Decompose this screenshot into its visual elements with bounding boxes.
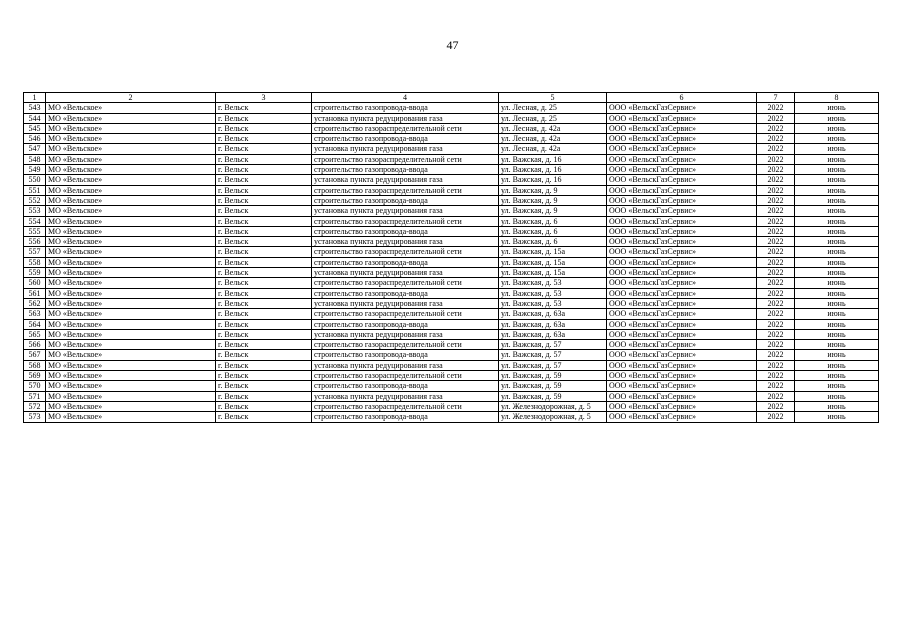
year-cell: 2022 <box>757 226 795 236</box>
month-cell: июнь <box>795 154 879 164</box>
municipality-cell: МО «Вельское» <box>46 340 216 350</box>
month-cell: июнь <box>795 165 879 175</box>
work-type-cell: строительство газопровода-ввода <box>312 350 499 360</box>
table-row <box>24 278 879 288</box>
column-header: 3 <box>216 93 312 103</box>
row-number: 550 <box>24 175 46 185</box>
year-cell: 2022 <box>757 309 795 319</box>
month-cell: июнь <box>795 195 879 205</box>
city-cell: г. Вельск <box>216 350 312 360</box>
municipality-cell: МО «Вельское» <box>46 381 216 391</box>
table-row <box>24 123 879 133</box>
row-number: 562 <box>24 298 46 308</box>
address-cell: ул. Важская, д. 6 <box>499 226 607 236</box>
year-cell: 2022 <box>757 371 795 381</box>
work-type-cell: строительство газораспределительной сети <box>312 340 499 350</box>
year-cell: 2022 <box>757 268 795 278</box>
row-number: 556 <box>24 237 46 247</box>
address-cell: ул. Важская, д. 57 <box>499 340 607 350</box>
address-cell: ул. Важская, д. 16 <box>499 154 607 164</box>
address-cell: ул. Важская, д. 15а <box>499 247 607 257</box>
work-type-cell: строительство газораспределительной сети <box>312 371 499 381</box>
organization-cell: ООО «ВельскГазСервис» <box>607 113 757 123</box>
city-cell: г. Вельск <box>216 360 312 370</box>
organization-cell: ООО «ВельскГазСервис» <box>607 329 757 339</box>
municipality-cell: МО «Вельское» <box>46 268 216 278</box>
row-number: 547 <box>24 144 46 154</box>
column-header: 4 <box>312 93 499 103</box>
table-row <box>24 401 879 411</box>
table-row <box>24 103 879 113</box>
table-row <box>24 165 879 175</box>
year-cell: 2022 <box>757 113 795 123</box>
organization-cell: ООО «ВельскГазСервис» <box>607 226 757 236</box>
month-cell: июнь <box>795 298 879 308</box>
organization-cell: ООО «ВельскГазСервис» <box>607 309 757 319</box>
municipality-cell: МО «Вельское» <box>46 309 216 319</box>
municipality-cell: МО «Вельское» <box>46 226 216 236</box>
city-cell: г. Вельск <box>216 268 312 278</box>
work-type-cell: установка пункта редуцирования газа <box>312 329 499 339</box>
month-cell: июнь <box>795 309 879 319</box>
municipality-cell: МО «Вельское» <box>46 113 216 123</box>
year-cell: 2022 <box>757 237 795 247</box>
city-cell: г. Вельск <box>216 298 312 308</box>
organization-cell: ООО «ВельскГазСервис» <box>607 278 757 288</box>
work-type-cell: установка пункта редуцирования газа <box>312 268 499 278</box>
column-header: 2 <box>46 93 216 103</box>
year-cell: 2022 <box>757 144 795 154</box>
month-cell: июнь <box>795 381 879 391</box>
row-number: 568 <box>24 360 46 370</box>
month-cell: июнь <box>795 134 879 144</box>
row-number: 559 <box>24 268 46 278</box>
month-cell: июнь <box>795 268 879 278</box>
month-cell: июнь <box>795 288 879 298</box>
table-row <box>24 391 879 401</box>
city-cell: г. Вельск <box>216 340 312 350</box>
work-type-cell: строительство газораспределительной сети <box>312 309 499 319</box>
organization-cell: ООО «ВельскГазСервис» <box>607 144 757 154</box>
work-type-cell: строительство газораспределительной сети <box>312 278 499 288</box>
table-row <box>24 340 879 350</box>
year-cell: 2022 <box>757 134 795 144</box>
work-type-cell: строительство газораспределительной сети <box>312 123 499 133</box>
year-cell: 2022 <box>757 165 795 175</box>
row-number: 572 <box>24 401 46 411</box>
year-cell: 2022 <box>757 298 795 308</box>
address-cell: ул. Важская, д. 53 <box>499 298 607 308</box>
column-header: 1 <box>24 93 46 103</box>
organization-cell: ООО «ВельскГазСервис» <box>607 134 757 144</box>
work-type-cell: строительство газораспределительной сети <box>312 247 499 257</box>
table-row <box>24 226 879 236</box>
municipality-cell: МО «Вельское» <box>46 123 216 133</box>
month-cell: июнь <box>795 226 879 236</box>
table-row <box>24 298 879 308</box>
year-cell: 2022 <box>757 412 795 422</box>
month-cell: июнь <box>795 319 879 329</box>
address-cell: ул. Лесная, д. 25 <box>499 103 607 113</box>
address-cell: ул. Важская, д. 63а <box>499 309 607 319</box>
year-cell: 2022 <box>757 206 795 216</box>
year-cell: 2022 <box>757 195 795 205</box>
address-cell: ул. Важская, д. 53 <box>499 278 607 288</box>
year-cell: 2022 <box>757 401 795 411</box>
month-cell: июнь <box>795 257 879 267</box>
month-cell: июнь <box>795 278 879 288</box>
work-type-cell: строительство газораспределительной сети <box>312 216 499 226</box>
address-cell: ул. Важская, д. 59 <box>499 391 607 401</box>
address-cell: ул. Важская, д. 9 <box>499 195 607 205</box>
municipality-cell: МО «Вельское» <box>46 257 216 267</box>
month-cell: июнь <box>795 401 879 411</box>
table-row <box>24 216 879 226</box>
organization-cell: ООО «ВельскГазСервис» <box>607 319 757 329</box>
city-cell: г. Вельск <box>216 175 312 185</box>
city-cell: г. Вельск <box>216 329 312 339</box>
row-number: 549 <box>24 165 46 175</box>
address-cell: ул. Важская, д. 9 <box>499 206 607 216</box>
row-number: 564 <box>24 319 46 329</box>
city-cell: г. Вельск <box>216 247 312 257</box>
month-cell: июнь <box>795 185 879 195</box>
organization-cell: ООО «ВельскГазСервис» <box>607 391 757 401</box>
year-cell: 2022 <box>757 391 795 401</box>
city-cell: г. Вельск <box>216 195 312 205</box>
row-number: 567 <box>24 350 46 360</box>
row-number: 548 <box>24 154 46 164</box>
work-type-cell: строительство газопровода-ввода <box>312 288 499 298</box>
month-cell: июнь <box>795 206 879 216</box>
row-number: 553 <box>24 206 46 216</box>
row-number: 571 <box>24 391 46 401</box>
city-cell: г. Вельск <box>216 391 312 401</box>
organization-cell: ООО «ВельскГазСервис» <box>607 206 757 216</box>
row-number: 573 <box>24 412 46 422</box>
row-number: 552 <box>24 195 46 205</box>
work-type-cell: установка пункта редуцирования газа <box>312 206 499 216</box>
table-row <box>24 381 879 391</box>
month-cell: июнь <box>795 371 879 381</box>
address-cell: ул. Важская, д. 59 <box>499 371 607 381</box>
row-number: 563 <box>24 309 46 319</box>
address-cell: ул. Важская, д. 9 <box>499 185 607 195</box>
city-cell: г. Вельск <box>216 134 312 144</box>
municipality-cell: МО «Вельское» <box>46 298 216 308</box>
address-cell: ул. Важская, д. 6 <box>499 237 607 247</box>
city-cell: г. Вельск <box>216 113 312 123</box>
row-number: 546 <box>24 134 46 144</box>
table-row <box>24 154 879 164</box>
month-cell: июнь <box>795 350 879 360</box>
address-cell: ул. Важская, д. 57 <box>499 360 607 370</box>
month-cell: июнь <box>795 360 879 370</box>
municipality-cell: МО «Вельское» <box>46 319 216 329</box>
table-row <box>24 360 879 370</box>
city-cell: г. Вельск <box>216 412 312 422</box>
column-header: 8 <box>795 93 879 103</box>
city-cell: г. Вельск <box>216 237 312 247</box>
table-row <box>24 195 879 205</box>
organization-cell: ООО «ВельскГазСервис» <box>607 401 757 411</box>
work-type-cell: установка пункта редуцирования газа <box>312 113 499 123</box>
organization-cell: ООО «ВельскГазСервис» <box>607 371 757 381</box>
year-cell: 2022 <box>757 288 795 298</box>
municipality-cell: МО «Вельское» <box>46 216 216 226</box>
address-cell: ул. Важская, д. 16 <box>499 165 607 175</box>
month-cell: июнь <box>795 329 879 339</box>
organization-cell: ООО «ВельскГазСервис» <box>607 185 757 195</box>
address-cell: ул. Железнодорожная, д. 5 <box>499 401 607 411</box>
municipality-cell: МО «Вельское» <box>46 371 216 381</box>
city-cell: г. Вельск <box>216 319 312 329</box>
row-number: 551 <box>24 185 46 195</box>
organization-cell: ООО «ВельскГазСервис» <box>607 298 757 308</box>
work-type-cell: строительство газопровода-ввода <box>312 412 499 422</box>
table-row <box>24 329 879 339</box>
month-cell: июнь <box>795 123 879 133</box>
municipality-cell: МО «Вельское» <box>46 412 216 422</box>
row-number: 569 <box>24 371 46 381</box>
table-row <box>24 319 879 329</box>
municipality-cell: МО «Вельское» <box>46 195 216 205</box>
column-header: 7 <box>757 93 795 103</box>
city-cell: г. Вельск <box>216 216 312 226</box>
year-cell: 2022 <box>757 329 795 339</box>
year-cell: 2022 <box>757 360 795 370</box>
municipality-cell: МО «Вельское» <box>46 329 216 339</box>
address-cell: ул. Важская, д. 15а <box>499 268 607 278</box>
row-number: 543 <box>24 103 46 113</box>
municipality-cell: МО «Вельское» <box>46 165 216 175</box>
work-type-cell: строительство газопровода-ввода <box>312 103 499 113</box>
month-cell: июнь <box>795 216 879 226</box>
work-type-cell: строительство газопровода-ввода <box>312 134 499 144</box>
table-row <box>24 268 879 278</box>
month-cell: июнь <box>795 340 879 350</box>
address-cell: ул. Важская, д. 15а <box>499 257 607 267</box>
municipality-cell: МО «Вельское» <box>46 206 216 216</box>
table-row <box>24 144 879 154</box>
organization-cell: ООО «ВельскГазСервис» <box>607 195 757 205</box>
year-cell: 2022 <box>757 154 795 164</box>
address-cell: ул. Важская, д. 59 <box>499 381 607 391</box>
table-row <box>24 113 879 123</box>
year-cell: 2022 <box>757 123 795 133</box>
year-cell: 2022 <box>757 381 795 391</box>
row-number: 558 <box>24 257 46 267</box>
municipality-cell: МО «Вельское» <box>46 134 216 144</box>
city-cell: г. Вельск <box>216 309 312 319</box>
organization-cell: ООО «ВельскГазСервис» <box>607 237 757 247</box>
municipality-cell: МО «Вельское» <box>46 185 216 195</box>
address-cell: ул. Важская, д. 16 <box>499 175 607 185</box>
organization-cell: ООО «ВельскГазСервис» <box>607 350 757 360</box>
municipality-cell: МО «Вельское» <box>46 288 216 298</box>
table-row <box>24 309 879 319</box>
month-cell: июнь <box>795 237 879 247</box>
organization-cell: ООО «ВельскГазСервис» <box>607 154 757 164</box>
municipality-cell: МО «Вельское» <box>46 247 216 257</box>
table-row <box>24 350 879 360</box>
city-cell: г. Вельск <box>216 401 312 411</box>
table-row <box>24 185 879 195</box>
month-cell: июнь <box>795 144 879 154</box>
address-cell: ул. Лесная, д. 42а <box>499 144 607 154</box>
month-cell: июнь <box>795 391 879 401</box>
organization-cell: ООО «ВельскГазСервис» <box>607 123 757 133</box>
table-row <box>24 371 879 381</box>
municipality-cell: МО «Вельское» <box>46 391 216 401</box>
row-number: 565 <box>24 329 46 339</box>
municipality-cell: МО «Вельское» <box>46 175 216 185</box>
month-cell: июнь <box>795 247 879 257</box>
work-type-cell: установка пункта редуцирования газа <box>312 360 499 370</box>
city-cell: г. Вельск <box>216 371 312 381</box>
address-cell: ул. Лесная, д. 42а <box>499 134 607 144</box>
row-number: 555 <box>24 226 46 236</box>
city-cell: г. Вельск <box>216 226 312 236</box>
address-cell: ул. Важская, д. 63а <box>499 329 607 339</box>
city-cell: г. Вельск <box>216 165 312 175</box>
organization-cell: ООО «ВельскГазСервис» <box>607 360 757 370</box>
address-cell: ул. Лесная, д. 42а <box>499 123 607 133</box>
row-number: 560 <box>24 278 46 288</box>
organization-cell: ООО «ВельскГазСервис» <box>607 340 757 350</box>
city-cell: г. Вельск <box>216 278 312 288</box>
column-header: 5 <box>499 93 607 103</box>
column-header: 6 <box>607 93 757 103</box>
row-number: 554 <box>24 216 46 226</box>
row-number: 561 <box>24 288 46 298</box>
municipality-cell: МО «Вельское» <box>46 154 216 164</box>
row-number: 570 <box>24 381 46 391</box>
table-row <box>24 247 879 257</box>
municipality-cell: МО «Вельское» <box>46 237 216 247</box>
city-cell: г. Вельск <box>216 381 312 391</box>
work-type-cell: строительство газораспределительной сети <box>312 154 499 164</box>
municipality-cell: МО «Вельское» <box>46 350 216 360</box>
year-cell: 2022 <box>757 340 795 350</box>
table-row <box>24 206 879 216</box>
address-cell: ул. Железнодорожная, д. 5 <box>499 412 607 422</box>
city-cell: г. Вельск <box>216 144 312 154</box>
municipality-cell: МО «Вельское» <box>46 144 216 154</box>
table-row <box>24 412 879 422</box>
address-cell: ул. Лесная, д. 25 <box>499 113 607 123</box>
month-cell: июнь <box>795 175 879 185</box>
organization-cell: ООО «ВельскГазСервис» <box>607 165 757 175</box>
work-type-cell: строительство газопровода-ввода <box>312 195 499 205</box>
year-cell: 2022 <box>757 175 795 185</box>
work-type-cell: установка пункта редуцирования газа <box>312 391 499 401</box>
table-row <box>24 237 879 247</box>
work-type-cell: строительство газопровода-ввода <box>312 257 499 267</box>
month-cell: июнь <box>795 412 879 422</box>
table-row <box>24 288 879 298</box>
work-type-cell: строительство газораспределительной сети <box>312 401 499 411</box>
city-cell: г. Вельск <box>216 154 312 164</box>
organization-cell: ООО «ВельскГазСервис» <box>607 268 757 278</box>
work-type-cell: установка пункта редуцирования газа <box>312 175 499 185</box>
organization-cell: ООО «ВельскГазСервис» <box>607 412 757 422</box>
address-cell: ул. Важская, д. 6 <box>499 216 607 226</box>
work-type-cell: строительство газопровода-ввода <box>312 381 499 391</box>
month-cell: июнь <box>795 103 879 113</box>
work-type-cell: строительство газопровода-ввода <box>312 165 499 175</box>
table-row <box>24 134 879 144</box>
work-type-cell: строительство газопровода-ввода <box>312 226 499 236</box>
year-cell: 2022 <box>757 319 795 329</box>
municipality-cell: МО «Вельское» <box>46 360 216 370</box>
work-type-cell: установка пункта редуцирования газа <box>312 237 499 247</box>
table-row <box>24 175 879 185</box>
organization-cell: ООО «ВельскГазСервис» <box>607 257 757 267</box>
year-cell: 2022 <box>757 247 795 257</box>
city-cell: г. Вельск <box>216 206 312 216</box>
municipality-cell: МО «Вельское» <box>46 401 216 411</box>
city-cell: г. Вельск <box>216 288 312 298</box>
register-table <box>23 92 879 423</box>
work-type-cell: строительство газораспределительной сети <box>312 185 499 195</box>
work-type-cell: установка пункта редуцирования газа <box>312 298 499 308</box>
organization-cell: ООО «ВельскГазСервис» <box>607 381 757 391</box>
address-cell: ул. Важская, д. 63а <box>499 319 607 329</box>
city-cell: г. Вельск <box>216 103 312 113</box>
organization-cell: ООО «ВельскГазСервис» <box>607 175 757 185</box>
organization-cell: ООО «ВельскГазСервис» <box>607 247 757 257</box>
row-number: 544 <box>24 113 46 123</box>
row-number: 557 <box>24 247 46 257</box>
row-number: 545 <box>24 123 46 133</box>
organization-cell: ООО «ВельскГазСервис» <box>607 103 757 113</box>
row-number: 566 <box>24 340 46 350</box>
city-cell: г. Вельск <box>216 185 312 195</box>
municipality-cell: МО «Вельское» <box>46 103 216 113</box>
year-cell: 2022 <box>757 103 795 113</box>
column-number-row <box>24 93 879 103</box>
year-cell: 2022 <box>757 257 795 267</box>
year-cell: 2022 <box>757 278 795 288</box>
organization-cell: ООО «ВельскГазСервис» <box>607 288 757 298</box>
year-cell: 2022 <box>757 350 795 360</box>
work-type-cell: строительство газопровода-ввода <box>312 319 499 329</box>
year-cell: 2022 <box>757 216 795 226</box>
address-cell: ул. Важская, д. 57 <box>499 350 607 360</box>
address-cell: ул. Важская, д. 53 <box>499 288 607 298</box>
year-cell: 2022 <box>757 185 795 195</box>
page-number: 47 <box>446 38 459 52</box>
municipality-cell: МО «Вельское» <box>46 278 216 288</box>
table-row <box>24 257 879 267</box>
city-cell: г. Вельск <box>216 257 312 267</box>
city-cell: г. Вельск <box>216 123 312 133</box>
organization-cell: ООО «ВельскГазСервис» <box>607 216 757 226</box>
work-type-cell: установка пункта редуцирования газа <box>312 144 499 154</box>
month-cell: июнь <box>795 113 879 123</box>
